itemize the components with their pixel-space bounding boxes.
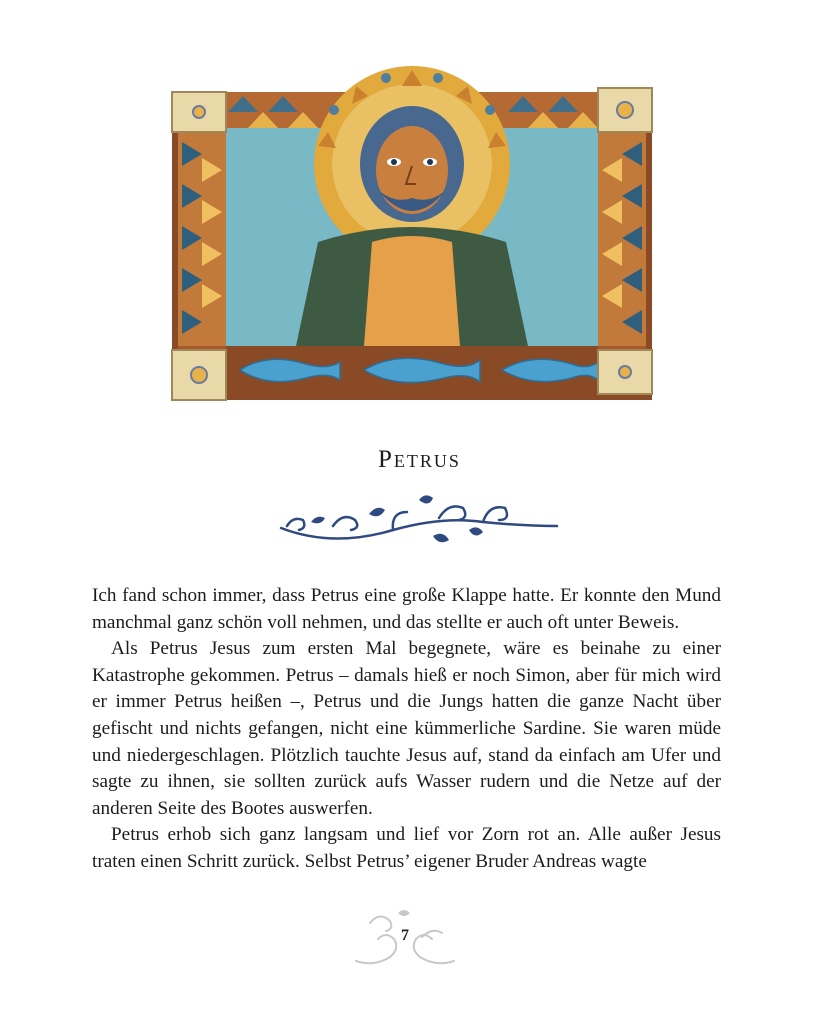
chapter-title: Petrus <box>378 446 461 473</box>
page-footer <box>350 905 460 975</box>
page-number: 7 <box>401 927 409 944</box>
petrus-illustration <box>168 62 656 404</box>
paragraph: Als Petrus Jesus zum ersten Mal begegnete, wäre es beinahe zu einer Katastrophe gekommen. Petrus – damals hieß er noch Simon, aber für mich wird er immer Petrus heißen –, Petrus und die Jungs hatten die ganze Nacht über gefischt und nichts gefangen, nicht eine kümmerliche Sardine. Sie waren müde und niedergeschlagen. Plötzlich tauchte Jesus auf, stand da einfach am Ufer und sagte zu ihnen, sie sollten zurück aufs Wasser rudern und die Netze auf der anderen Seite des Bootes auswerfen. <box>92 638 721 819</box>
icon-petrus-portrait-icon <box>168 62 656 404</box>
chapter-body <box>92 583 721 876</box>
paragraph: Ich fand schon immer, dass Petrus eine große Klappe hatte. Er konnte den Mund manchmal ganz schön voll nehmen, und das stellte er auch oft unter Beweis. <box>92 585 721 633</box>
vine-ornament-icon <box>273 490 563 560</box>
paragraph: Petrus erhob sich ganz langsam und lief vor Zorn rot an. Alle außer Jesus traten einen Schritt zurück. Selbst Petrus’ eigener Bruder Andreas wagte <box>92 824 721 872</box>
